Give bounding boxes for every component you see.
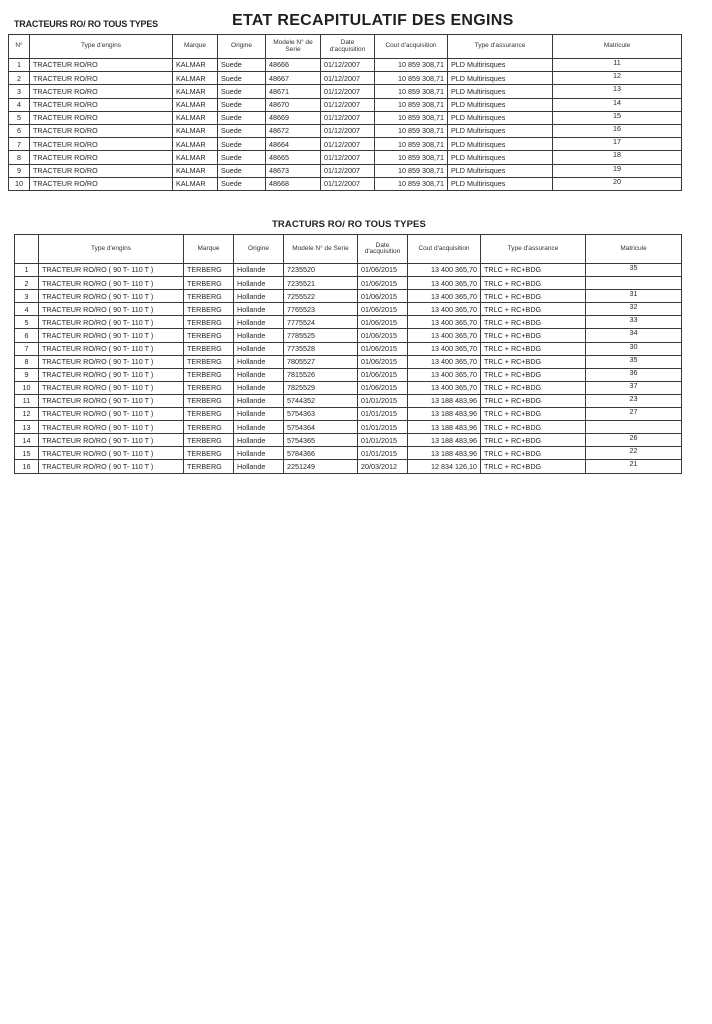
cell-date: 01/06/2015 <box>358 264 408 277</box>
table-row <box>15 394 682 407</box>
cell-matricule: 23 <box>586 394 682 407</box>
cell-no: 7 <box>9 138 30 151</box>
cell-date: 01/06/2015 <box>358 329 408 342</box>
table-row <box>9 85 682 98</box>
cell-marque: KALMAR <box>173 164 218 177</box>
cell-marque: TERBERG <box>184 290 234 303</box>
cell-matricule: 22 <box>586 447 682 460</box>
cell-modele: 48672 <box>266 124 321 137</box>
cell-type: TRACTEUR RO/RO <box>30 138 173 151</box>
cell-matricule: 15 <box>553 111 682 124</box>
cell-date: 20/03/2012 <box>358 460 408 473</box>
cell-tpl: TRLC + RC+BDG <box>481 264 586 277</box>
cell-no: 11 <box>15 394 39 407</box>
cell-modele: 7235521 <box>284 277 358 290</box>
cell-origine: Hollande <box>234 381 284 394</box>
table2-header-row <box>15 235 682 264</box>
cell-cout: 10 859 308,71 <box>375 164 448 177</box>
header-origine: Origine <box>234 235 284 264</box>
cell-no: 8 <box>9 151 30 164</box>
cell-type: TRACTEUR RO/RO ( 90 T- 110 T ) <box>39 408 184 421</box>
cell-cout: 13 188 483,96 <box>408 408 481 421</box>
cell-matricule: 13 <box>553 85 682 98</box>
table-row <box>15 381 682 394</box>
cell-origine: Hollande <box>234 447 284 460</box>
cell-cout: 13 400 365,70 <box>408 303 481 316</box>
cell-modele: 5754365 <box>284 434 358 447</box>
header-marque: Marque <box>184 235 234 264</box>
table-row <box>15 277 682 290</box>
cell-origine: Suede <box>218 151 266 164</box>
cell-origine: Suede <box>218 85 266 98</box>
cell-marque: TERBERG <box>184 381 234 394</box>
cell-modele: 2251249 <box>284 460 358 473</box>
cell-type: TRACTEUR RO/RO ( 90 T- 110 T ) <box>39 303 184 316</box>
cell-marque: TERBERG <box>184 342 234 355</box>
cell-no: 5 <box>9 111 30 124</box>
table-row <box>15 316 682 329</box>
cell-modele: 48665 <box>266 151 321 164</box>
table-row <box>15 355 682 368</box>
cell-modele: 48671 <box>266 85 321 98</box>
cell-tpl: TRLC + RC+BDG <box>481 460 586 473</box>
cell-no: 4 <box>9 98 30 111</box>
cell-type: TRACTEUR RO/RO <box>30 164 173 177</box>
cell-modele: 7825529 <box>284 381 358 394</box>
header-tpl: Type d'assurance <box>448 35 553 59</box>
cell-matricule <box>586 421 682 434</box>
cell-matricule: 33 <box>586 316 682 329</box>
cell-cout: 13 400 365,70 <box>408 381 481 394</box>
cell-type: TRACTEUR RO/RO ( 90 T- 110 T ) <box>39 316 184 329</box>
cell-cout: 10 859 308,71 <box>375 98 448 111</box>
cell-tpl: TRLC + RC+BDG <box>481 381 586 394</box>
cell-marque: TERBERG <box>184 434 234 447</box>
cell-matricule: 14 <box>553 98 682 111</box>
cell-type: TRACTEUR RO/RO <box>30 177 173 190</box>
cell-no: 6 <box>9 124 30 137</box>
cell-type: TRACTEUR RO/RO ( 90 T- 110 T ) <box>39 355 184 368</box>
cell-origine: Suede <box>218 177 266 190</box>
cell-no: 7 <box>15 342 39 355</box>
cell-cout: 13 400 365,70 <box>408 264 481 277</box>
cell-modele: 7765523 <box>284 303 358 316</box>
document-title: ETAT RECAPITULATIF DES ENGINS <box>232 12 514 29</box>
cell-origine: Hollande <box>234 368 284 381</box>
cell-tpl: PLD Multirisques <box>448 124 553 137</box>
cell-marque: TERBERG <box>184 355 234 368</box>
cell-type: TRACTEUR RO/RO <box>30 98 173 111</box>
cell-marque: TERBERG <box>184 277 234 290</box>
cell-modele: 48670 <box>266 98 321 111</box>
cell-type: TRACTEUR RO/RO <box>30 59 173 72</box>
header-matricule: Matricule <box>586 235 682 264</box>
cell-cout: 13 188 483,96 <box>408 447 481 460</box>
table-row <box>15 290 682 303</box>
cell-tpl: TRLC + RC+BDG <box>481 329 586 342</box>
cell-modele: 7785525 <box>284 329 358 342</box>
cell-date: 01/12/2007 <box>321 124 375 137</box>
cell-origine: Hollande <box>234 408 284 421</box>
cell-type: TRACTEUR RO/RO ( 90 T- 110 T ) <box>39 277 184 290</box>
cell-marque: KALMAR <box>173 138 218 151</box>
cell-cout: 10 859 308,71 <box>375 59 448 72</box>
cell-cout: 13 188 483,96 <box>408 421 481 434</box>
cell-type: TRACTEUR RO/RO ( 90 T- 110 T ) <box>39 329 184 342</box>
cell-type: TRACTEUR RO/RO ( 90 T- 110 T ) <box>39 342 184 355</box>
cell-date: 01/06/2015 <box>358 290 408 303</box>
cell-no: 1 <box>15 264 39 277</box>
cell-matricule: 36 <box>586 368 682 381</box>
cell-cout: 12 834 126,10 <box>408 460 481 473</box>
cell-type: TRACTEUR RO/RO <box>30 124 173 137</box>
cell-tpl: TRLC + RC+BDG <box>481 316 586 329</box>
cell-marque: TERBERG <box>184 368 234 381</box>
cell-cout: 10 859 308,71 <box>375 85 448 98</box>
header-cout: Cout d'acquisition <box>408 235 481 264</box>
cell-marque: KALMAR <box>173 177 218 190</box>
cell-cout: 13 400 365,70 <box>408 329 481 342</box>
cell-matricule: 11 <box>553 59 682 72</box>
header-no: N° <box>9 35 30 59</box>
cell-marque: TERBERG <box>184 421 234 434</box>
table-row <box>9 138 682 151</box>
table-row <box>9 98 682 111</box>
cell-modele: 7805527 <box>284 355 358 368</box>
cell-cout: 13 400 365,70 <box>408 355 481 368</box>
cell-modele: 7735528 <box>284 342 358 355</box>
cell-tpl: TRLC + RC+BDG <box>481 408 586 421</box>
header-matricule: Matricule <box>553 35 682 59</box>
header-type: Type d'engins <box>39 235 184 264</box>
cell-tpl: TRLC + RC+BDG <box>481 434 586 447</box>
cell-marque: KALMAR <box>173 124 218 137</box>
cell-tpl: PLD Multirisques <box>448 151 553 164</box>
cell-origine: Hollande <box>234 264 284 277</box>
cell-matricule: 30 <box>586 342 682 355</box>
cell-no: 2 <box>9 72 30 85</box>
cell-matricule: 21 <box>586 460 682 473</box>
cell-matricule: 26 <box>586 434 682 447</box>
cell-origine: Hollande <box>234 303 284 316</box>
cell-tpl: PLD Multirisques <box>448 85 553 98</box>
table-row <box>9 164 682 177</box>
header-modele: Modele N° de Serie <box>266 35 321 59</box>
table-row <box>15 368 682 381</box>
cell-origine: Suede <box>218 111 266 124</box>
cell-marque: KALMAR <box>173 98 218 111</box>
cell-tpl: PLD Multirisques <box>448 164 553 177</box>
cell-type: TRACTEUR RO/RO <box>30 72 173 85</box>
cell-matricule: 32 <box>586 303 682 316</box>
cell-matricule: 37 <box>586 381 682 394</box>
cell-matricule: 20 <box>553 177 682 190</box>
cell-origine: Hollande <box>234 342 284 355</box>
cell-date: 01/01/2015 <box>358 394 408 407</box>
cell-cout: 10 859 308,71 <box>375 124 448 137</box>
cell-date: 01/12/2007 <box>321 59 375 72</box>
cell-tpl: PLD Multirisques <box>448 98 553 111</box>
cell-cout: 13 400 365,70 <box>408 290 481 303</box>
cell-tpl: TRLC + RC+BDG <box>481 355 586 368</box>
cell-cout: 13 400 365,70 <box>408 342 481 355</box>
cell-no: 13 <box>15 421 39 434</box>
cell-date: 01/06/2015 <box>358 316 408 329</box>
cell-no: 16 <box>15 460 39 473</box>
cell-cout: 13 400 365,70 <box>408 277 481 290</box>
cell-marque: TERBERG <box>184 316 234 329</box>
cell-no: 1 <box>9 59 30 72</box>
cell-origine: Hollande <box>234 316 284 329</box>
table-row <box>15 342 682 355</box>
table-row <box>9 124 682 137</box>
header-modele: Modele N° de Serie <box>284 235 358 264</box>
table-row <box>15 460 682 473</box>
cell-type: TRACTEUR RO/RO ( 90 T- 110 T ) <box>39 434 184 447</box>
section1-caption: TRACTEURS RO/ RO TOUS TYPES <box>14 19 158 29</box>
cell-matricule: 12 <box>553 72 682 85</box>
cell-marque: TERBERG <box>184 447 234 460</box>
cell-tpl: PLD Multirisques <box>448 72 553 85</box>
cell-origine: Hollande <box>234 460 284 473</box>
cell-date: 01/12/2007 <box>321 138 375 151</box>
header-no <box>15 235 39 264</box>
cell-marque: TERBERG <box>184 394 234 407</box>
cell-no: 14 <box>15 434 39 447</box>
cell-modele: 5784366 <box>284 447 358 460</box>
cell-no: 6 <box>15 329 39 342</box>
header-date: Date d'acquisition <box>321 35 375 59</box>
table-row <box>15 303 682 316</box>
cell-type: TRACTEUR RO/RO <box>30 111 173 124</box>
cell-matricule: 34 <box>586 329 682 342</box>
header-cout: Cout d'acquisition <box>375 35 448 59</box>
table-row <box>9 111 682 124</box>
cell-no: 9 <box>9 164 30 177</box>
cell-date: 01/12/2007 <box>321 98 375 111</box>
cell-matricule: 31 <box>586 290 682 303</box>
cell-marque: KALMAR <box>173 151 218 164</box>
cell-origine: Hollande <box>234 355 284 368</box>
cell-date: 01/12/2007 <box>321 72 375 85</box>
table-row <box>15 408 682 421</box>
cell-no: 2 <box>15 277 39 290</box>
cell-tpl: PLD Multirisques <box>448 111 553 124</box>
cell-origine: Hollande <box>234 277 284 290</box>
header-date: Date d'acquisition <box>358 235 408 264</box>
table2-engins <box>14 234 682 474</box>
cell-cout: 10 859 308,71 <box>375 72 448 85</box>
cell-marque: TERBERG <box>184 460 234 473</box>
cell-tpl: TRLC + RC+BDG <box>481 342 586 355</box>
header-marque: Marque <box>173 35 218 59</box>
cell-origine: Suede <box>218 164 266 177</box>
cell-tpl: TRLC + RC+BDG <box>481 303 586 316</box>
cell-marque: KALMAR <box>173 111 218 124</box>
cell-no: 9 <box>15 368 39 381</box>
cell-tpl: TRLC + RC+BDG <box>481 394 586 407</box>
cell-marque: KALMAR <box>173 59 218 72</box>
cell-origine: Hollande <box>234 290 284 303</box>
cell-type: TRACTEUR RO/RO ( 90 T- 110 T ) <box>39 460 184 473</box>
cell-matricule <box>586 277 682 290</box>
cell-date: 01/06/2015 <box>358 342 408 355</box>
cell-no: 8 <box>15 355 39 368</box>
cell-marque: TERBERG <box>184 329 234 342</box>
cell-origine: Suede <box>218 72 266 85</box>
cell-cout: 13 188 483,96 <box>408 434 481 447</box>
cell-type: TRACTEUR RO/RO ( 90 T- 110 T ) <box>39 421 184 434</box>
cell-type: TRACTEUR RO/RO <box>30 151 173 164</box>
cell-date: 01/12/2007 <box>321 111 375 124</box>
cell-cout: 10 859 308,71 <box>375 111 448 124</box>
cell-tpl: TRLC + RC+BDG <box>481 447 586 460</box>
cell-type: TRACTEUR RO/RO ( 90 T- 110 T ) <box>39 394 184 407</box>
cell-date: 01/12/2007 <box>321 85 375 98</box>
cell-modele: 7815526 <box>284 368 358 381</box>
cell-no: 10 <box>15 381 39 394</box>
cell-modele: 48673 <box>266 164 321 177</box>
cell-date: 01/01/2015 <box>358 447 408 460</box>
cell-no: 3 <box>9 85 30 98</box>
table-row <box>15 264 682 277</box>
cell-tpl: PLD Multirisques <box>448 138 553 151</box>
table1-header-row <box>9 35 682 59</box>
cell-marque: TERBERG <box>184 408 234 421</box>
cell-modele: 5754364 <box>284 421 358 434</box>
cell-type: TRACTEUR RO/RO ( 90 T- 110 T ) <box>39 290 184 303</box>
cell-modele: 48666 <box>266 59 321 72</box>
cell-modele: 7775524 <box>284 316 358 329</box>
header-tpl: Type d'assurance <box>481 235 586 264</box>
cell-no: 12 <box>15 408 39 421</box>
cell-origine: Hollande <box>234 329 284 342</box>
cell-no: 4 <box>15 303 39 316</box>
cell-date: 01/12/2007 <box>321 164 375 177</box>
cell-date: 01/01/2015 <box>358 421 408 434</box>
cell-tpl: TRLC + RC+BDG <box>481 290 586 303</box>
table-row <box>15 329 682 342</box>
cell-date: 01/06/2015 <box>358 355 408 368</box>
cell-type: TRACTEUR RO/RO ( 90 T- 110 T ) <box>39 368 184 381</box>
cell-marque: KALMAR <box>173 85 218 98</box>
cell-origine: Hollande <box>234 394 284 407</box>
cell-modele: 5754363 <box>284 408 358 421</box>
cell-origine: Suede <box>218 59 266 72</box>
cell-cout: 13 400 365,70 <box>408 316 481 329</box>
cell-modele: 48668 <box>266 177 321 190</box>
table-row <box>15 421 682 434</box>
cell-cout: 10 859 308,71 <box>375 177 448 190</box>
cell-cout: 13 400 365,70 <box>408 368 481 381</box>
cell-no: 3 <box>15 290 39 303</box>
table-row <box>9 59 682 72</box>
cell-date: 01/06/2015 <box>358 368 408 381</box>
cell-tpl: PLD Multirisques <box>448 59 553 72</box>
cell-cout: 10 859 308,71 <box>375 151 448 164</box>
cell-marque: KALMAR <box>173 72 218 85</box>
cell-modele: 48669 <box>266 111 321 124</box>
header-type: Type d'engins <box>30 35 173 59</box>
table-row <box>15 447 682 460</box>
cell-modele: 48664 <box>266 138 321 151</box>
cell-origine: Hollande <box>234 421 284 434</box>
cell-date: 01/01/2015 <box>358 408 408 421</box>
cell-no: 15 <box>15 447 39 460</box>
cell-matricule: 18 <box>553 151 682 164</box>
cell-type: TRACTEUR RO/RO ( 90 T- 110 T ) <box>39 381 184 394</box>
cell-modele: 48667 <box>266 72 321 85</box>
cell-matricule: 16 <box>553 124 682 137</box>
table-row <box>9 72 682 85</box>
cell-date: 01/12/2007 <box>321 151 375 164</box>
table1-engins <box>8 34 682 191</box>
cell-date: 01/06/2015 <box>358 303 408 316</box>
cell-origine: Suede <box>218 138 266 151</box>
cell-date: 01/12/2007 <box>321 177 375 190</box>
cell-modele: 5744352 <box>284 394 358 407</box>
cell-modele: 7235520 <box>284 264 358 277</box>
table-row <box>9 177 682 190</box>
cell-date: 01/01/2015 <box>358 434 408 447</box>
cell-modele: 7255522 <box>284 290 358 303</box>
cell-matricule: 17 <box>553 138 682 151</box>
cell-date: 01/06/2015 <box>358 381 408 394</box>
cell-origine: Suede <box>218 124 266 137</box>
cell-matricule: 35 <box>586 355 682 368</box>
cell-cout: 10 859 308,71 <box>375 138 448 151</box>
table-row <box>9 151 682 164</box>
cell-tpl: TRLC + RC+BDG <box>481 421 586 434</box>
table-row <box>15 434 682 447</box>
cell-type: TRACTEUR RO/RO ( 90 T- 110 T ) <box>39 447 184 460</box>
section2-caption: TRACTURS RO/ RO TOUS TYPES <box>272 219 426 230</box>
header-origine: Origine <box>218 35 266 59</box>
cell-type: TRACTEUR RO/RO <box>30 85 173 98</box>
cell-no: 5 <box>15 316 39 329</box>
cell-matricule: 27 <box>586 408 682 421</box>
cell-tpl: TRLC + RC+BDG <box>481 368 586 381</box>
cell-no: 10 <box>9 177 30 190</box>
cell-marque: TERBERG <box>184 303 234 316</box>
cell-cout: 13 188 483,96 <box>408 394 481 407</box>
cell-marque: TERBERG <box>184 264 234 277</box>
cell-origine: Hollande <box>234 434 284 447</box>
cell-matricule: 35 <box>586 264 682 277</box>
cell-date: 01/06/2015 <box>358 277 408 290</box>
cell-matricule: 19 <box>553 164 682 177</box>
cell-type: TRACTEUR RO/RO ( 90 T- 110 T ) <box>39 264 184 277</box>
cell-origine: Suede <box>218 98 266 111</box>
cell-tpl: PLD Multirisques <box>448 177 553 190</box>
cell-tpl: TRLC + RC+BDG <box>481 277 586 290</box>
